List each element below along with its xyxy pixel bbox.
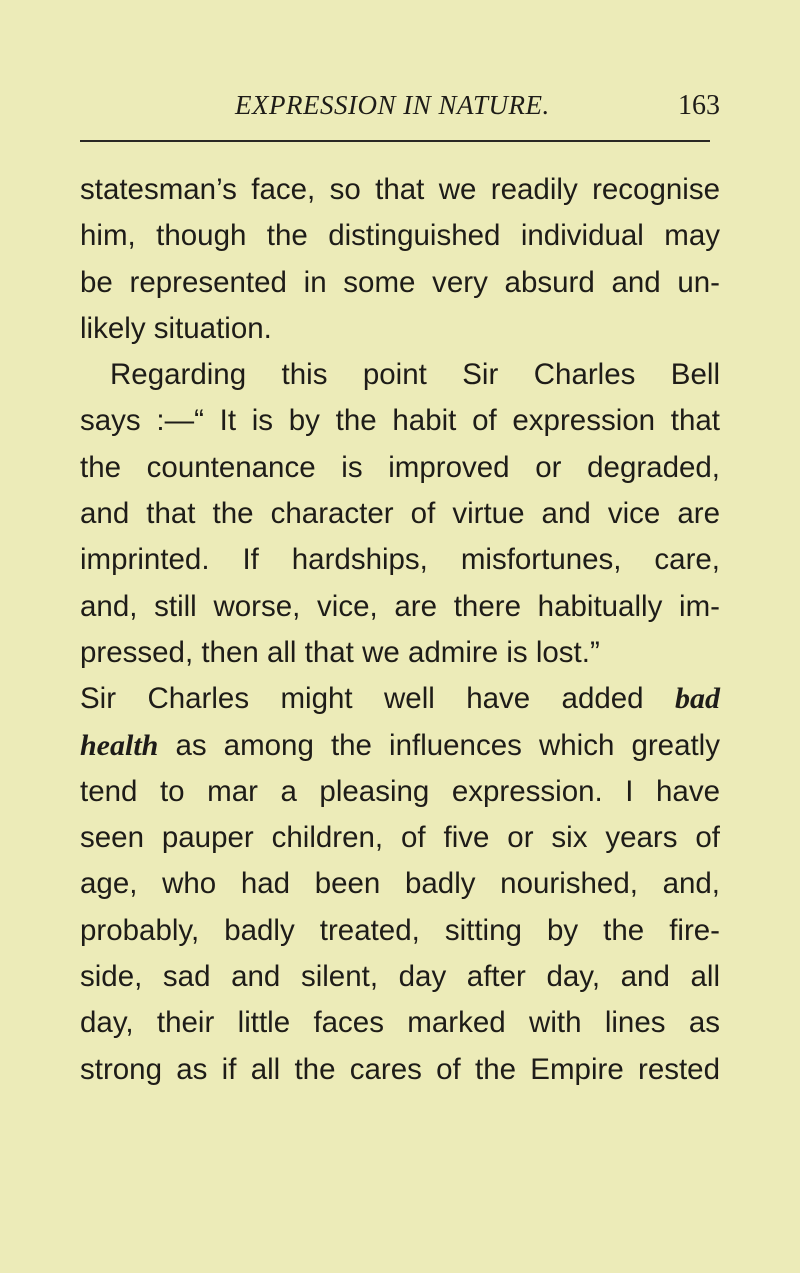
text-line-with-italic (80, 723, 720, 769)
text-line-with-italic (80, 676, 720, 722)
body-text (80, 167, 720, 1093)
text-line-prefix: Sir Charles might well have added (80, 682, 644, 716)
text-line: probably, badly treated, sitting by the fire- (80, 913, 720, 947)
text-line: him, though the distinguished individual may (80, 219, 720, 253)
text-line: side, sad and silent, day after day, and all (80, 960, 720, 994)
text-line: Regarding this point Sir Charles Bell (110, 358, 720, 392)
header-rule (80, 140, 710, 142)
text-line: day, their little faces marked with lines as (80, 1006, 720, 1040)
running-head (80, 90, 720, 130)
text-line: likely situation. (80, 311, 272, 345)
text-line: the countenance is improved or degraded, (80, 450, 720, 484)
running-title: EXPRESSION IN NATURE. (235, 90, 550, 120)
text-line: and that the character of virtue and vice are (80, 497, 720, 531)
text-line: pressed, then all that we admire is lost.” (80, 635, 600, 669)
text-line: says :—“ It is by the habit of expression that (80, 404, 720, 438)
text-line: tend to mar a pleasing expression. I have (80, 774, 720, 808)
text-line: strong as if all the cares of the Empire rested (80, 1052, 720, 1086)
text-line: statesman’s face, so that we readily recognise (80, 173, 720, 206)
text-line: and, still worse, vice, are there habitually im- (80, 589, 720, 623)
text-line: be represented in some very absurd and un- (80, 265, 720, 299)
text-line-suffix: as among the influences which greatly (175, 728, 720, 762)
text-line: seen pauper children, of five or six years of (80, 821, 720, 855)
italic-word: bad (674, 682, 720, 716)
italic-word: health (80, 728, 159, 762)
page-number: 163 (678, 90, 720, 121)
text-line: age, who had been badly nourished, and, (80, 867, 720, 901)
text-line: imprinted. If hardships, misfortunes, care, (80, 543, 720, 577)
